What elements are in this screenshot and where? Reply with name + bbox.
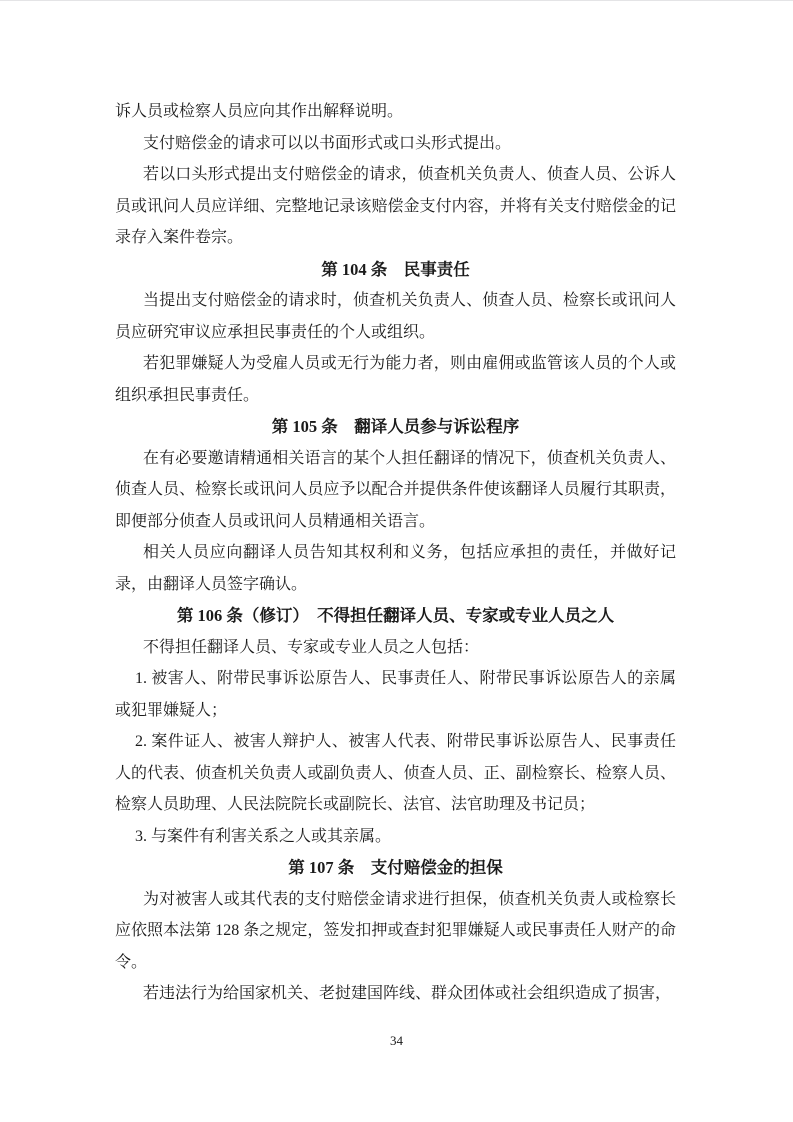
paragraph: 在有必要邀请精通相关语言的某个人担任翻译的情况下，侦查机关负责人、侦查人员、检察长或讯问人员应予以配合并提供条件使该翻译人员履行其职责，即便部分侦查人员或讯问人员精通相关语言。 bbox=[115, 449, 676, 530]
article-107-heading: 第 107 条 支付赔偿金的担保 bbox=[288, 858, 503, 877]
article-104-heading: 第 104 条 民事责任 bbox=[321, 259, 470, 279]
paragraph: 支付赔偿金的请求可以以书面形式或口头形式提出。 bbox=[143, 134, 512, 152]
paragraph: 当提出支付赔偿金的请求时，侦查机关负责人、侦查人员、检察长或讯问人员应研究审议应承担民事责任的个人或组织。 bbox=[115, 292, 676, 341]
list-item-1: 1. 被害人、附带民事诉讼原告人、民事责任人、附带民事诉讼原告人的亲属或犯罪嫌疑人； bbox=[115, 670, 676, 719]
paragraph: 相关人员应向翻译人员告知其权利和义务，包括应承担的责任，并做好记录，由翻译人员签字确认。 bbox=[115, 544, 676, 593]
article-105-heading: 第 105 条 翻译人员参与诉讼程序 bbox=[271, 417, 520, 436]
paragraph: 不得担任翻译人员、专家或专业人员之人包括： bbox=[143, 638, 480, 656]
paragraph-continuation: 诉人员或检察人员应向其作出解释说明。 bbox=[115, 103, 404, 120]
list-item-2: 2. 案件证人、被害人辩护人、被害人代表、附带民事诉讼原告人、民事责任人的代表、侦查机关负责人或副负责人、侦查人员、正、副检察长、检察人员、检察人员助理、人民法院院长或副院长、法官、法官助理及书记员； bbox=[115, 733, 676, 813]
paragraph: 若犯罪嫌疑人为受雇人员或无行为能力者，则由雇佣或监管该人员的个人或组织承担民事责任。 bbox=[115, 355, 676, 404]
list-item-3: 3. 与案件有利害关系之人或其亲属。 bbox=[135, 827, 392, 845]
paragraph: 若违法行为给国家机关、老挝建国阵线、群众团体或社会组织造成了损害， bbox=[143, 985, 672, 1002]
page-number: 34 bbox=[390, 1033, 403, 1048]
paragraph: 若以口头形式提出支付赔偿金的请求，侦查机关负责人、侦查人员、公诉人员或讯问人员应详细、完整地记录该赔偿金支付内容，并将有关支付赔偿金的记录存入案件卷宗。 bbox=[115, 166, 676, 246]
page-content bbox=[115, 96, 676, 1010]
paragraph: 为对被害人或其代表的支付赔偿金请求进行担保，侦查机关负责人或检察长应依照本法第 128 条之规定，签发扣押或查封犯罪嫌疑人或民事责任人财产的命令。 bbox=[115, 890, 676, 971]
article-106-heading: 第 106 条（修订） 不得担任翻译人员、专家或专业人员之人 bbox=[176, 606, 615, 625]
